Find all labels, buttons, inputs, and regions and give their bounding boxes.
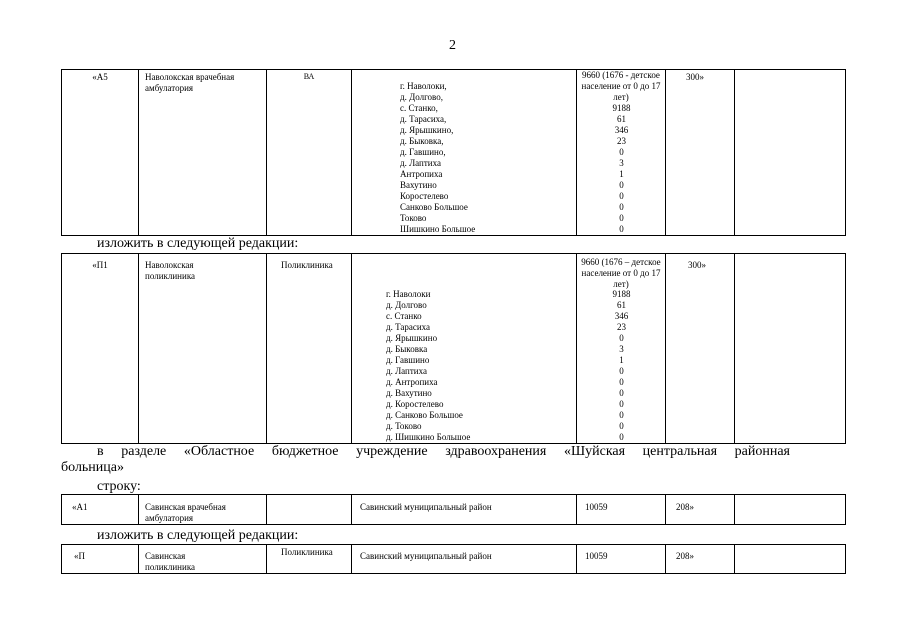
- list-item: 61: [617, 114, 626, 124]
- places-list: [400, 81, 475, 235]
- row-distance: 208»: [666, 545, 735, 574]
- table-polyclinic-savino: [61, 544, 846, 574]
- table-polyclinic-navoloki: [61, 253, 846, 444]
- list-item: д. Гавшино: [386, 355, 430, 365]
- row-area: Савинский муниципальный район: [352, 545, 577, 574]
- list-item: д. Лаптиха: [400, 158, 442, 168]
- list-item: Шишкино Большое: [400, 224, 476, 234]
- row-distance: 208»: [666, 495, 735, 525]
- row-name: Савинская врачебная амбулатория: [139, 495, 267, 525]
- list-item: Антропиха: [400, 169, 443, 179]
- list-item: д. Санково Большое: [386, 410, 463, 420]
- list-item: 0: [619, 388, 624, 398]
- row-population: 10059: [577, 495, 666, 525]
- list-item: 346: [614, 311, 629, 321]
- list-item: 0: [619, 224, 624, 234]
- list-item: 0: [619, 147, 624, 157]
- section-heading-text: в разделе «Областное бюджетное учреждение здравоохранения «Шуйская центральная районная больница»: [61, 444, 790, 475]
- row-empty: [735, 545, 846, 574]
- list-item: с. Станко,: [400, 103, 438, 113]
- row-code: «П1: [62, 254, 139, 444]
- row-code: «А1: [62, 495, 139, 525]
- list-item: 0: [619, 180, 624, 190]
- list-item: 1: [619, 169, 624, 179]
- list-item: с. Станко: [386, 311, 422, 321]
- list-item: д. Коростелево: [386, 399, 444, 409]
- row-empty: [735, 254, 846, 444]
- instruction-text-stroku: строку:: [97, 479, 141, 494]
- row-places: [352, 70, 577, 236]
- population-list: [577, 103, 666, 235]
- row-name: Наволокская поликлиника: [139, 254, 267, 444]
- instruction-text-2: изложить в следующей редакции:: [97, 528, 299, 543]
- list-item: д. Быковка: [386, 344, 428, 354]
- list-item: г. Наволоки: [386, 289, 431, 299]
- list-item: д. Долгово,: [400, 92, 443, 102]
- list-item: д. Гавшино,: [400, 147, 446, 157]
- population-header: 9660 (1676 - детское население от 0 до 17 лет): [581, 70, 661, 102]
- list-item: 0: [619, 202, 624, 212]
- list-item: Вахутино: [400, 180, 437, 190]
- list-item: 9188: [612, 103, 631, 113]
- row-name: Наволокская врачебная амбулатория: [139, 70, 267, 236]
- list-item: 0: [619, 377, 624, 387]
- list-item: д. Долгово: [386, 300, 427, 310]
- row-places: [352, 254, 577, 444]
- row-type: [267, 495, 352, 525]
- list-item: 0: [619, 410, 624, 420]
- list-item: 0: [619, 191, 624, 201]
- list-item: д. Ярышкино,: [400, 125, 454, 135]
- instruction-text-1: изложить в следующей редакции:: [97, 236, 299, 251]
- list-item: 61: [617, 300, 626, 310]
- list-item: д. Ярышкино: [386, 333, 438, 343]
- row-type: Поликлиника: [267, 545, 352, 574]
- row-population: 10059: [577, 545, 666, 574]
- list-item: 9188: [612, 289, 631, 299]
- table-ambulatory-savino: [61, 494, 846, 525]
- row-type: ВА: [267, 70, 352, 236]
- list-item: 23: [617, 322, 626, 332]
- population-header: 9660 (1676 – детское население от 0 до 17 лет): [581, 257, 661, 289]
- list-item: 0: [619, 421, 624, 431]
- table-ambulatory-navoloki: [61, 69, 846, 236]
- row-code: «А5: [62, 70, 139, 236]
- list-item: г. Наволоки,: [400, 81, 447, 91]
- list-item: д. Тарасиха: [386, 322, 431, 332]
- row-area: Савинский муниципальный район: [352, 495, 577, 525]
- row-code: «П: [62, 545, 139, 574]
- list-item: 0: [619, 213, 624, 223]
- list-item: д. Токово: [386, 421, 422, 431]
- row-empty: [735, 495, 846, 525]
- list-item: д. Шишкино Большое: [386, 432, 471, 442]
- list-item: 0: [619, 333, 624, 343]
- row-name: Савинская поликлиника: [139, 545, 267, 574]
- list-item: 346: [614, 125, 629, 135]
- list-item: Токово: [400, 213, 427, 223]
- list-item: 3: [619, 344, 624, 354]
- places-list: [386, 289, 470, 443]
- row-population: [577, 70, 666, 236]
- list-item: Коростелево: [400, 191, 449, 201]
- row-distance: 300»: [666, 254, 735, 444]
- list-item: 3: [619, 158, 624, 168]
- list-item: д. Вахутино: [386, 388, 432, 398]
- population-list: [577, 289, 666, 443]
- list-item: д. Антропиха: [386, 377, 438, 387]
- row-population: [577, 254, 666, 444]
- list-item: 0: [619, 399, 624, 409]
- list-item: 1: [619, 355, 624, 365]
- page-number: 2: [449, 38, 456, 53]
- list-item: 0: [619, 432, 624, 442]
- list-item: 23: [617, 136, 626, 146]
- list-item: д. Тарасиха,: [400, 114, 447, 124]
- row-type: Поликлиника: [267, 254, 352, 444]
- list-item: 0: [619, 366, 624, 376]
- list-item: д. Лаптиха: [386, 366, 428, 376]
- list-item: д. Быковка,: [400, 136, 444, 146]
- row-empty: [735, 70, 846, 236]
- row-distance: 300»: [666, 70, 735, 236]
- list-item: Санково Большое: [400, 202, 468, 212]
